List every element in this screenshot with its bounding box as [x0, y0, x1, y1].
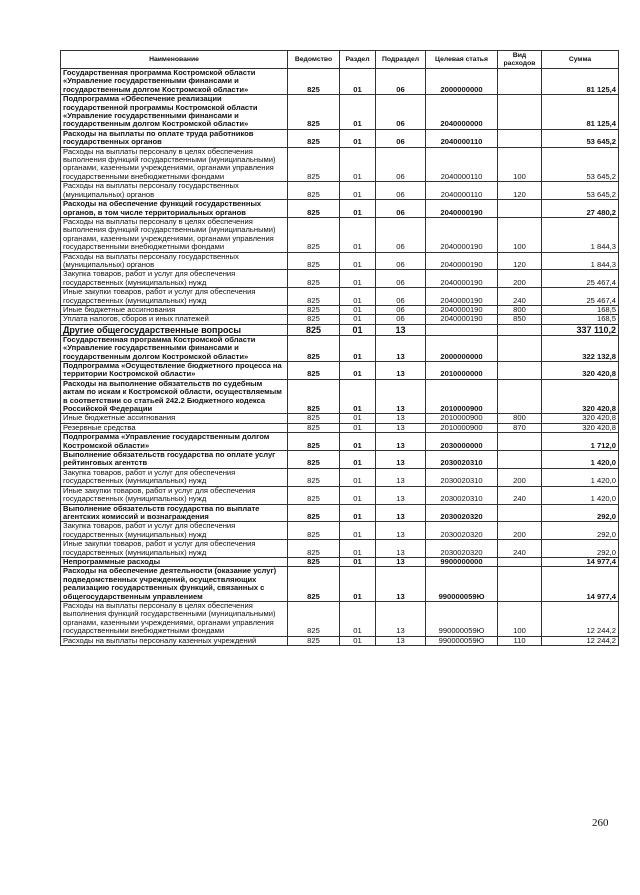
cell-sum: 1 712,0	[542, 433, 619, 451]
cell-target: 2040000110	[426, 129, 498, 147]
cell-sum: 320 420,8	[542, 362, 619, 380]
budget-table-sheet	[60, 50, 618, 646]
cell-name: Подпрограмма «Управление государственным долгом Костромской области»	[61, 433, 288, 451]
cell-section: 01	[340, 423, 376, 432]
cell-kind	[498, 69, 542, 95]
table-row	[61, 252, 619, 270]
cell-name: Подпрограмма «Осуществление бюджетного процесса на территории Костромской области»	[61, 362, 288, 380]
cell-dept: 825	[288, 129, 340, 147]
table-row	[61, 468, 619, 486]
cell-kind: 240	[498, 288, 542, 306]
cell-name: Государственная программа Костромской области «Управление государственными финансами и государственным долгом Костромской области»	[61, 335, 288, 361]
cell-sum: 320 420,8	[542, 423, 619, 432]
cell-section: 01	[340, 557, 376, 566]
cell-target: 2030020320	[426, 504, 498, 522]
cell-target: 9900000000	[426, 557, 498, 566]
page-number: 260	[592, 817, 609, 829]
cell-dept: 825	[288, 540, 340, 558]
cell-target: 2040000190	[426, 200, 498, 218]
cell-subsection: 13	[376, 522, 426, 540]
cell-target: 990000059Ю	[426, 601, 498, 636]
cell-subsection: 06	[376, 315, 426, 324]
cell-dept: 825	[288, 504, 340, 522]
cell-section: 01	[340, 486, 376, 504]
cell-section: 01	[340, 414, 376, 423]
cell-kind	[498, 557, 542, 566]
cell-subsection: 13	[376, 433, 426, 451]
cell-subsection: 06	[376, 270, 426, 288]
cell-subsection: 06	[376, 147, 426, 182]
table-row	[61, 486, 619, 504]
table-row	[61, 540, 619, 558]
cell-name: Иные закупки товаров, работ и услуг для обеспечения государственных (муниципальных) нужд	[61, 288, 288, 306]
cell-name: Выполнение обязательств государства по выплате агентских комиссий и вознаграждения	[61, 504, 288, 522]
cell-name: Уплата налогов, сборов и иных платежей	[61, 315, 288, 324]
cell-sum: 322 132,8	[542, 335, 619, 361]
cell-name: Расходы на выплаты персоналу государственных (муниципальных) органов	[61, 252, 288, 270]
cell-kind: 800	[498, 305, 542, 314]
table-row	[61, 315, 619, 324]
cell-sum: 1 420,0	[542, 486, 619, 504]
cell-dept: 825	[288, 270, 340, 288]
cell-subsection: 06	[376, 252, 426, 270]
table-body	[61, 69, 619, 646]
table-row	[61, 636, 619, 645]
cell-section: 01	[340, 468, 376, 486]
cell-target: 2000000000	[426, 69, 498, 95]
cell-sum: 320 420,8	[542, 379, 619, 414]
cell-dept: 825	[288, 217, 340, 252]
cell-dept: 825	[288, 305, 340, 314]
cell-dept: 825	[288, 362, 340, 380]
table-row	[61, 414, 619, 423]
cell-sum: 27 480,2	[542, 200, 619, 218]
cell-sum: 292,0	[542, 504, 619, 522]
cell-target: 2030020320	[426, 540, 498, 558]
cell-target: 2040000190	[426, 288, 498, 306]
header-name: Наименование	[61, 51, 288, 69]
table-row	[61, 362, 619, 380]
cell-sum: 81 125,4	[542, 95, 619, 130]
cell-name: Подпрограмма «Обеспечение реализации государственной программы Костромской области «Управление государственными финансами и государственным долгом Костромской области»	[61, 95, 288, 130]
cell-dept: 825	[288, 147, 340, 182]
cell-dept: 825	[288, 601, 340, 636]
cell-dept: 825	[288, 252, 340, 270]
cell-kind: 100	[498, 217, 542, 252]
cell-section: 01	[340, 95, 376, 130]
cell-section: 01	[340, 324, 376, 335]
cell-target: 2010000900	[426, 414, 498, 423]
cell-target: 2040000000	[426, 95, 498, 130]
table-row	[61, 567, 619, 602]
cell-kind	[498, 379, 542, 414]
cell-section: 01	[340, 182, 376, 200]
cell-subsection: 13	[376, 379, 426, 414]
table-row	[61, 182, 619, 200]
cell-name: Расходы на выплаты персоналу казенных учреждений	[61, 636, 288, 645]
cell-target: 2000000000	[426, 335, 498, 361]
cell-section: 01	[340, 522, 376, 540]
cell-sum: 1 420,0	[542, 451, 619, 469]
cell-dept: 825	[288, 315, 340, 324]
table-row	[61, 305, 619, 314]
cell-kind	[498, 200, 542, 218]
cell-section: 01	[340, 147, 376, 182]
cell-sum: 292,0	[542, 522, 619, 540]
cell-name: Расходы на обеспечение функций государственных органов, в том числе территориальных органов	[61, 200, 288, 218]
cell-kind	[498, 335, 542, 361]
cell-target: 2030020310	[426, 451, 498, 469]
table-row	[61, 95, 619, 130]
cell-dept: 825	[288, 69, 340, 95]
cell-section: 01	[340, 129, 376, 147]
cell-kind: 240	[498, 486, 542, 504]
cell-target: 2010000900	[426, 379, 498, 414]
table-row	[61, 451, 619, 469]
cell-subsection: 06	[376, 95, 426, 130]
cell-target: 2040000190	[426, 252, 498, 270]
cell-section: 01	[340, 288, 376, 306]
cell-kind: 120	[498, 252, 542, 270]
header-sum: Сумма	[542, 51, 619, 69]
cell-target: 2030020310	[426, 486, 498, 504]
cell-kind	[498, 95, 542, 130]
cell-section: 01	[340, 379, 376, 414]
table-row	[61, 288, 619, 306]
cell-kind: 200	[498, 522, 542, 540]
table-row	[61, 270, 619, 288]
cell-subsection: 13	[376, 423, 426, 432]
cell-sum: 292,0	[542, 540, 619, 558]
cell-target: 2040000190	[426, 217, 498, 252]
table-row	[61, 147, 619, 182]
cell-name: Расходы на выплаты персоналу в целях обеспечения выполнения функций государственными (муниципальными) органами, казенными учреждениями, органами управления государственными внебюджетными фондами	[61, 601, 288, 636]
table-row	[61, 423, 619, 432]
cell-sum: 168,5	[542, 315, 619, 324]
cell-kind: 850	[498, 315, 542, 324]
cell-name: Иные бюджетные ассигнования	[61, 305, 288, 314]
cell-dept: 825	[288, 522, 340, 540]
table-row	[61, 69, 619, 95]
cell-section: 01	[340, 200, 376, 218]
cell-dept: 825	[288, 423, 340, 432]
header-target: Целевая статья	[426, 51, 498, 69]
cell-sum: 1 844,3	[542, 252, 619, 270]
cell-section: 01	[340, 567, 376, 602]
cell-subsection: 13	[376, 540, 426, 558]
cell-section: 01	[340, 504, 376, 522]
cell-section: 01	[340, 451, 376, 469]
cell-name: Непрограммные расходы	[61, 557, 288, 566]
cell-section: 01	[340, 305, 376, 314]
table-row	[61, 522, 619, 540]
cell-sum: 12 244,2	[542, 601, 619, 636]
cell-sum: 14 977,4	[542, 567, 619, 602]
cell-sum: 81 125,4	[542, 69, 619, 95]
cell-name: Иные бюджетные ассигнования	[61, 414, 288, 423]
cell-kind: 100	[498, 147, 542, 182]
cell-name: Другие общегосударственные вопросы	[61, 324, 288, 335]
cell-kind	[498, 324, 542, 335]
cell-kind: 200	[498, 468, 542, 486]
cell-sum: 1 420,0	[542, 468, 619, 486]
header-kind: Вид расходов	[498, 51, 542, 69]
cell-dept: 825	[288, 95, 340, 130]
cell-section: 01	[340, 540, 376, 558]
cell-kind	[498, 504, 542, 522]
cell-subsection: 13	[376, 414, 426, 423]
cell-target: 2040000190	[426, 270, 498, 288]
cell-dept: 825	[288, 468, 340, 486]
cell-subsection: 06	[376, 69, 426, 95]
budget-table	[60, 50, 619, 646]
cell-subsection: 13	[376, 451, 426, 469]
cell-name: Закупка товаров, работ и услуг для обеспечения государственных (муниципальных) нужд	[61, 270, 288, 288]
cell-dept: 825	[288, 414, 340, 423]
cell-kind	[498, 451, 542, 469]
cell-subsection: 13	[376, 557, 426, 566]
cell-section: 01	[340, 252, 376, 270]
cell-dept: 825	[288, 379, 340, 414]
cell-target	[426, 324, 498, 335]
table-header-row	[61, 51, 619, 69]
cell-section: 01	[340, 601, 376, 636]
cell-kind: 800	[498, 414, 542, 423]
cell-name: Иные закупки товаров, работ и услуг для обеспечения государственных (муниципальных) нужд	[61, 540, 288, 558]
cell-target: 2030000000	[426, 433, 498, 451]
cell-section: 01	[340, 69, 376, 95]
cell-target: 2040000190	[426, 315, 498, 324]
cell-kind: 120	[498, 182, 542, 200]
cell-dept: 825	[288, 433, 340, 451]
cell-dept: 825	[288, 486, 340, 504]
cell-sum: 12 244,2	[542, 636, 619, 645]
cell-target: 2040000110	[426, 147, 498, 182]
cell-subsection: 06	[376, 200, 426, 218]
cell-name: Расходы на выполнение обязательств по судебным актам по искам к Костромской области, осуществляемым в соответствии со статьей 242.2 Бюджетного кодекса Российской Федерации	[61, 379, 288, 414]
cell-subsection: 13	[376, 486, 426, 504]
cell-dept: 825	[288, 200, 340, 218]
cell-section: 01	[340, 433, 376, 451]
cell-subsection: 06	[376, 217, 426, 252]
table-row	[61, 217, 619, 252]
cell-target: 990000059Ю	[426, 636, 498, 645]
cell-dept: 825	[288, 335, 340, 361]
cell-name: Расходы на выплаты персоналу государственных (муниципальных) органов	[61, 182, 288, 200]
cell-target: 2040000190	[426, 305, 498, 314]
table-row	[61, 504, 619, 522]
cell-target: 2030020310	[426, 468, 498, 486]
cell-sum: 53 645,2	[542, 147, 619, 182]
cell-section: 01	[340, 315, 376, 324]
table-row	[61, 433, 619, 451]
cell-name: Расходы на обеспечение деятельности (оказание услуг) подведомственных учреждений, осуществляющих реализацию государственных функций, связанных с общегосударственным управлением	[61, 567, 288, 602]
table-row	[61, 601, 619, 636]
cell-subsection: 13	[376, 362, 426, 380]
cell-name: Иные закупки товаров, работ и услуг для обеспечения государственных (муниципальных) нужд	[61, 486, 288, 504]
cell-name: Резервные средства	[61, 423, 288, 432]
cell-dept: 825	[288, 451, 340, 469]
cell-section: 01	[340, 362, 376, 380]
cell-dept: 825	[288, 182, 340, 200]
cell-name: Расходы на выплаты персоналу в целях обеспечения выполнения функций государственными (муниципальными) органами, казенными учреждениями, органами управления государственными внебюджетными фондами	[61, 147, 288, 182]
cell-name: Расходы на выплаты по оплате труда работников государственных органов	[61, 129, 288, 147]
cell-section: 01	[340, 217, 376, 252]
cell-subsection: 13	[376, 636, 426, 645]
cell-name: Закупка товаров, работ и услуг для обеспечения государственных (муниципальных) нужд	[61, 522, 288, 540]
table-row	[61, 379, 619, 414]
cell-kind	[498, 129, 542, 147]
cell-subsection: 06	[376, 129, 426, 147]
header-subsection: Подраздел	[376, 51, 426, 69]
cell-dept: 825	[288, 288, 340, 306]
cell-sum: 1 844,3	[542, 217, 619, 252]
cell-kind	[498, 433, 542, 451]
cell-target: 2040000110	[426, 182, 498, 200]
cell-name: Расходы на выплаты персоналу в целях обеспечения выполнения функций государственными (муниципальными) органами, казенными учреждениями, органами управления государственными внебюджетными фондами	[61, 217, 288, 252]
cell-sum: 14 977,4	[542, 557, 619, 566]
cell-subsection: 06	[376, 288, 426, 306]
cell-name: Государственная программа Костромской области «Управление государственными финансами и государственным долгом Костромской области»	[61, 69, 288, 95]
cell-subsection: 13	[376, 324, 426, 335]
cell-kind: 870	[498, 423, 542, 432]
cell-subsection: 13	[376, 468, 426, 486]
cell-name: Закупка товаров, работ и услуг для обеспечения государственных (муниципальных) нужд	[61, 468, 288, 486]
table-row	[61, 324, 619, 335]
cell-target: 2010000000	[426, 362, 498, 380]
cell-target: 2010000900	[426, 423, 498, 432]
cell-subsection: 06	[376, 305, 426, 314]
cell-subsection: 06	[376, 182, 426, 200]
cell-section: 01	[340, 636, 376, 645]
cell-dept: 825	[288, 324, 340, 335]
cell-subsection: 13	[376, 601, 426, 636]
cell-sum: 25 467,4	[542, 288, 619, 306]
cell-subsection: 13	[376, 567, 426, 602]
table-row	[61, 335, 619, 361]
cell-kind	[498, 567, 542, 602]
cell-subsection: 13	[376, 504, 426, 522]
table-row	[61, 200, 619, 218]
cell-sum: 53 645,2	[542, 182, 619, 200]
cell-dept: 825	[288, 567, 340, 602]
table-row	[61, 557, 619, 566]
cell-dept: 825	[288, 557, 340, 566]
cell-section: 01	[340, 270, 376, 288]
header-section: Раздел	[340, 51, 376, 69]
cell-sum: 25 467,4	[542, 270, 619, 288]
cell-sum: 168,5	[542, 305, 619, 314]
cell-kind: 200	[498, 270, 542, 288]
cell-section: 01	[340, 335, 376, 361]
cell-sum: 53 645,2	[542, 129, 619, 147]
cell-target: 990000059Ю	[426, 567, 498, 602]
cell-kind	[498, 362, 542, 380]
cell-sum: 320 420,8	[542, 414, 619, 423]
header-dept: Ведомство	[288, 51, 340, 69]
table-row	[61, 129, 619, 147]
cell-kind: 110	[498, 636, 542, 645]
cell-subsection: 13	[376, 335, 426, 361]
cell-dept: 825	[288, 636, 340, 645]
cell-sum: 337 110,2	[542, 324, 619, 335]
cell-kind: 100	[498, 601, 542, 636]
cell-name: Выполнение обязательств государства по оплате услуг рейтинговых агентств	[61, 451, 288, 469]
cell-target: 2030020320	[426, 522, 498, 540]
cell-kind: 240	[498, 540, 542, 558]
